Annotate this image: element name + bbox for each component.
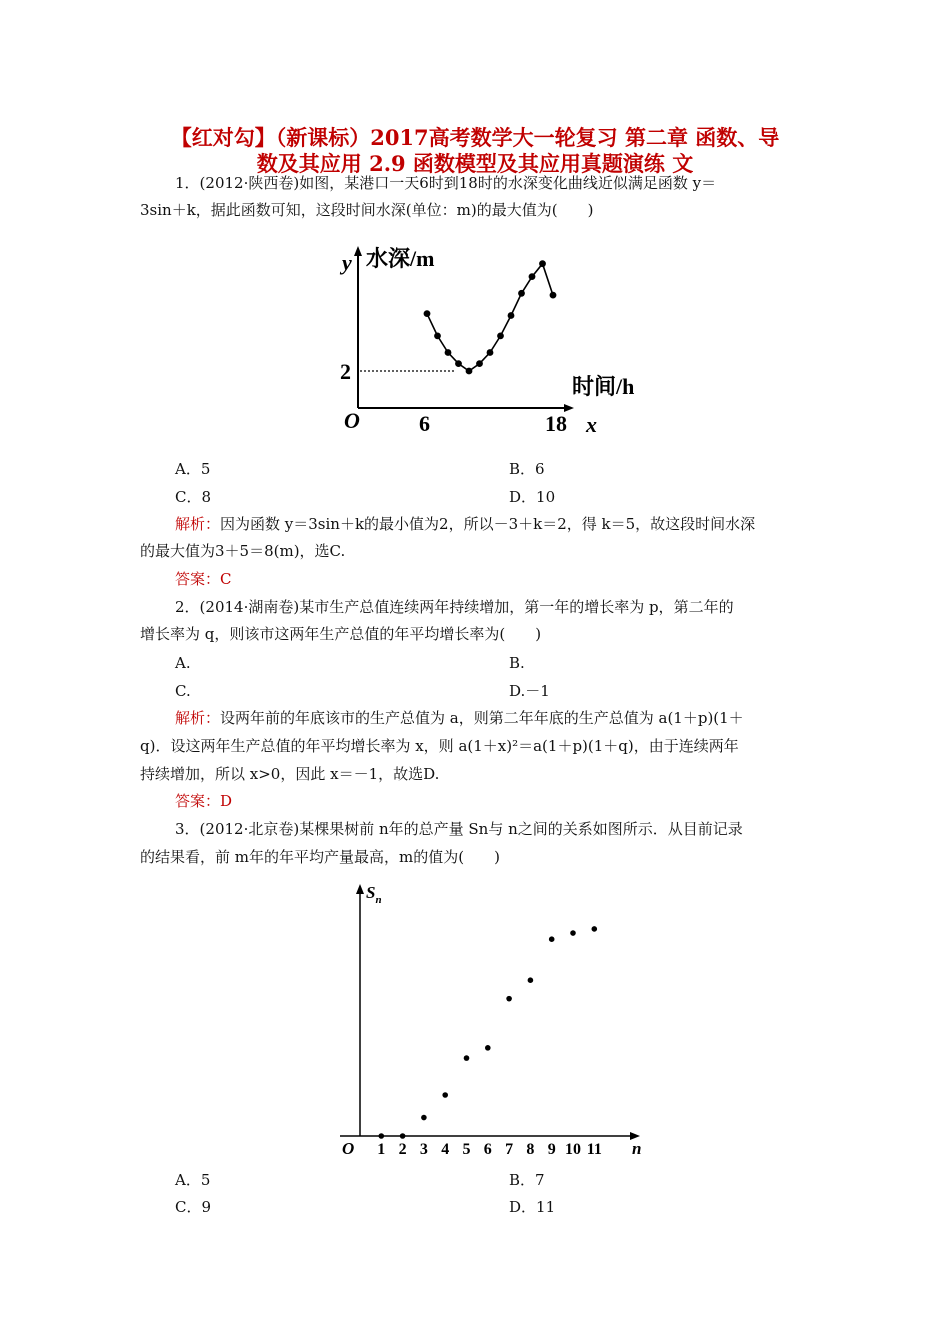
q3-y-arrow xyxy=(356,884,364,894)
q3-x-tick-label: 6 xyxy=(483,1141,492,1158)
q3-x-tick-label: 9 xyxy=(547,1141,556,1158)
q1-x-axis-label: x xyxy=(586,412,597,437)
q1-data-point xyxy=(476,360,483,367)
q1-data-point xyxy=(424,310,431,317)
q3-yield-chart xyxy=(330,878,660,1162)
q1-analysis-line2: 的最大值为3＋5＝8(m)，选C. xyxy=(140,542,346,560)
q1-data-point xyxy=(455,360,462,367)
q1-analysis-line1 xyxy=(175,513,755,535)
q3-stem-line2: 的结果看，前 m年的年平均产量最高，m的值为( ) xyxy=(140,848,500,866)
q1-option-c[interactable]: C．8 xyxy=(175,488,212,506)
q3-x-tick-label: 7 xyxy=(505,1141,514,1158)
document-title-line1: 【红对勾】（新课标）2017高考数学大一轮复习 第二章 函数、导 xyxy=(170,125,780,150)
q3-y-axis-label xyxy=(366,883,382,906)
q1-option-a[interactable]: A．5 xyxy=(175,460,211,478)
q2-analysis-text1: 设两年前的年底该市的生产总值为 a，则第二年年底的生产总值为 a(1＋p)(1＋ xyxy=(220,709,744,727)
q1-y-axis-label: y xyxy=(342,250,352,275)
q3-x-tick-label: 10 xyxy=(565,1141,581,1158)
q1-analysis-text1: 因为函数 y＝3sin＋k的最小值为2，所以－3＋k＝2，得 k＝5，故这段时间水深 xyxy=(220,515,756,533)
q2-option-c[interactable]: C. xyxy=(175,682,191,700)
q1-stem-line2: 3sin＋k，据此函数可知，这段时间水深(单位：m)的最大值为( ) xyxy=(140,201,594,219)
q3-data-point xyxy=(528,977,534,983)
q1-y-arrow xyxy=(354,246,362,256)
q2-option-d[interactable]: D.－1 xyxy=(509,682,550,700)
q1-option-b[interactable]: B．6 xyxy=(509,460,545,478)
q2-analysis-line2: q)．设这两年生产总值的年平均增长率为 x，则 a(1＋x)²＝a(1＋p)(1＋q)，由于连续两年 xyxy=(140,737,739,755)
q3-data-point xyxy=(570,930,576,936)
q2-analysis-label: 解析： xyxy=(175,709,221,727)
q3-data-point xyxy=(464,1055,470,1061)
q3-data-point xyxy=(421,1115,427,1121)
q3-origin-label: O xyxy=(342,1139,355,1158)
q3-x-tick-label: 5 xyxy=(462,1141,471,1158)
q2-analysis-line1 xyxy=(175,707,744,729)
q3-points-group xyxy=(379,926,598,1139)
q3-x-tick-label: 8 xyxy=(526,1141,535,1158)
q1-tick-x-18: 18 xyxy=(545,411,567,436)
q1-answer: 答案：C xyxy=(175,570,232,588)
q3-x-ticks-group xyxy=(377,1141,602,1158)
q3-x-tick-label: 11 xyxy=(586,1141,602,1158)
q2-option-a[interactable]: A. xyxy=(175,654,191,672)
q3-option-a[interactable]: A．5 xyxy=(175,1171,211,1189)
q2-option-b[interactable]: B. xyxy=(509,654,525,672)
q1-data-point xyxy=(434,332,441,339)
q3-y-axis-sub: n xyxy=(375,894,382,906)
q1-option-d[interactable]: D．10 xyxy=(509,488,556,506)
q1-y-title: 水深/m xyxy=(366,246,435,271)
q1-tick-x-6: 6 xyxy=(419,411,430,436)
q1-analysis-label: 解析： xyxy=(175,515,221,533)
q1-data-point xyxy=(508,312,515,319)
q3-stem-line1: 3．(2012·北京卷)某棵果树前 n年的总产量 Sn与 n之间的关系如图所示．从目前记录 xyxy=(175,820,743,838)
q3-x-tick-label: 4 xyxy=(441,1141,450,1158)
q3-x-tick-label: 1 xyxy=(377,1141,386,1158)
q3-option-d[interactable]: D．11 xyxy=(509,1198,556,1216)
q3-option-c[interactable]: C．9 xyxy=(175,1198,212,1216)
q3-x-tick-label: 3 xyxy=(419,1141,428,1158)
q1-data-point xyxy=(497,332,504,339)
q3-x-axis-label: n xyxy=(632,1139,642,1158)
q3-data-point xyxy=(485,1045,491,1051)
q1-data-point xyxy=(487,349,494,356)
q3-data-point xyxy=(400,1133,406,1139)
q2-analysis-line3: 持续增加，所以 x>0，因此 x＝－1，故选D. xyxy=(140,765,440,783)
q3-data-point xyxy=(549,936,555,942)
q1-data-point xyxy=(518,290,525,297)
q3-data-point xyxy=(592,926,598,932)
q1-x-title: 时间/h xyxy=(572,374,635,399)
q1-points-group xyxy=(424,260,557,374)
q3-data-point xyxy=(379,1133,385,1139)
document-title-line2: 数及其应用 2.9 函数模型及其应用真题演练 文 xyxy=(256,151,694,176)
q1-data-point xyxy=(550,292,557,299)
q3-y-axis-s: S xyxy=(366,883,376,902)
q1-depth-chart xyxy=(330,228,650,440)
q1-origin-label: O xyxy=(344,408,360,433)
q3-data-point xyxy=(442,1092,448,1098)
q1-stem-line1: 1．(2012·陕西卷)如图，某港口一天6时到18时的水深变化曲线近似满足函数 y＝ xyxy=(175,174,717,192)
q1-data-point xyxy=(445,349,452,356)
q1-data-point xyxy=(539,260,546,267)
q1-data-point xyxy=(529,273,536,280)
q2-stem-line2: 增长率为 q，则该市这两年生产总值的年平均增长率为( ) xyxy=(140,625,542,643)
q1-data-point xyxy=(466,368,473,375)
q3-data-point xyxy=(506,996,512,1002)
q3-x-tick-label: 2 xyxy=(398,1141,407,1158)
q1-tick-y-2: 2 xyxy=(340,359,351,384)
q2-answer: 答案：D xyxy=(175,792,233,810)
q3-option-b[interactable]: B．7 xyxy=(509,1171,545,1189)
q2-stem-line1: 2．(2014·湖南卷)某市生产总值连续两年持续增加，第一年的增长率为 p，第二年的 xyxy=(175,598,734,616)
